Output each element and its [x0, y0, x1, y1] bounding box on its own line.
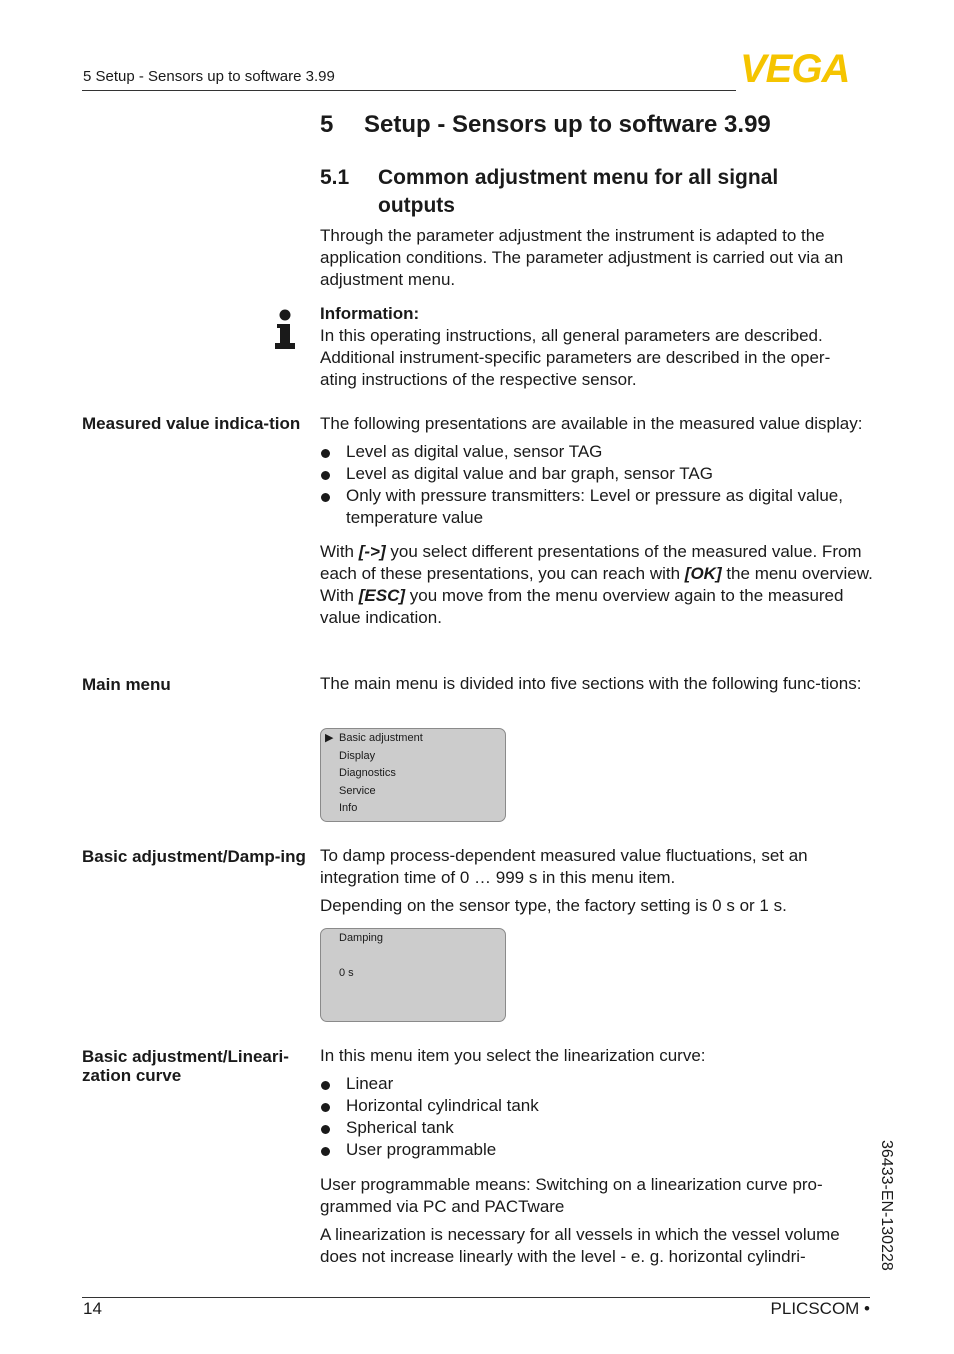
text-fragment: With: [320, 542, 359, 561]
key-ok: [OK]: [684, 564, 722, 583]
side-label-main-menu: Main menu: [82, 675, 171, 694]
text-fragment: you select different presentations of the measured value. From each of these presentations, you can reach with: [320, 542, 862, 583]
list-item: Only with pressure transmitters: Level or pressure as digital value, temperature value: [320, 485, 876, 529]
list-item: Level as digital value and bar graph, sensor TAG: [320, 463, 876, 485]
cursor-icon: ▶: [325, 732, 334, 744]
main-menu-intro: The main menu is divided into five sections with the following func-tions:: [320, 674, 862, 693]
page-number: 14: [83, 1299, 102, 1318]
document-number: 36433-EN-130228: [878, 1140, 895, 1271]
list-item: Level as digital value, sensor TAG: [320, 441, 876, 463]
menu-item-label: Basic adjustment: [339, 732, 423, 744]
section-number: 5.1: [320, 166, 350, 189]
linearization-intro: In this menu item you select the linearization curve:: [320, 1046, 706, 1065]
menu-item-service: [321, 783, 505, 801]
damping-paragraph: To damp process-dependent measured value fluctuations, set an integration time of 0 … 999 s in this menu item.: [320, 846, 808, 887]
linearization-necessity-paragraph: A linearization is necessary for all vessels in which the vessel volume does not increase linearly with the level - e. g. horizontal cylindri-: [320, 1225, 840, 1266]
menu-item-info: [321, 800, 505, 818]
measured-value-section: [320, 413, 876, 629]
information-icon: [274, 309, 296, 351]
text-fragment: the menu overview. With: [320, 564, 873, 605]
damping-factory-setting: Depending on the sensor type, the factory setting is 0 s or 1 s.: [320, 896, 787, 915]
key-arrow: [->]: [358, 542, 386, 561]
menu-item-label: Display: [339, 749, 376, 762]
chapter-number: 5: [320, 111, 334, 138]
list-item: Spherical tank: [320, 1117, 876, 1139]
damping-display: [320, 928, 506, 1022]
chapter-heading: [320, 111, 771, 139]
measured-value-intro: The following presentations are available in the measured value display:: [320, 414, 863, 433]
side-label-damping: Basic adjustment/Damp-ing: [82, 847, 306, 866]
menu-item-basic-adjustment: [321, 730, 505, 748]
information-note: [320, 303, 876, 391]
presentation-list: [320, 441, 876, 529]
menu-item-label: Info: [339, 802, 358, 815]
section-heading: [320, 164, 880, 220]
key-esc: [ESC]: [358, 586, 406, 605]
key-navigation-paragraph: [320, 541, 876, 629]
intro-paragraph: Through the parameter adjustment the instrument is adapted to the application conditions. The parameter adjustment is carried out via an adjustment menu.: [320, 226, 844, 289]
vega-logo: [740, 50, 874, 86]
chapter-title: Setup - Sensors up to software 3.99: [364, 111, 771, 138]
side-label-measured-value: Measured value indica-tion: [82, 414, 301, 433]
list-item: Horizontal cylindrical tank: [320, 1095, 876, 1117]
information-title: Information:: [320, 304, 420, 323]
menu-item-label: Service: [339, 784, 376, 797]
list-item: Linear: [320, 1073, 876, 1095]
damping-section: [320, 845, 876, 917]
header-divider: [82, 90, 736, 91]
linearization-curve-list: [320, 1073, 876, 1161]
menu-item-diagnostics: [321, 765, 505, 783]
running-header: 5 Setup - Sensors up to software 3.99: [83, 68, 335, 85]
linearization-section: [320, 1045, 876, 1268]
main-menu-display: [320, 728, 506, 822]
product-name: PLICSCOM •: [770, 1299, 870, 1318]
section-title: Common adjustment menu for all signal outputs: [378, 166, 779, 217]
menu-item-label: Diagnostics: [339, 767, 396, 780]
information-text: In this operating instructions, all general parameters are described. Additional instrument-specific parameters are described in the oper-ating instructions of the respective sensor.: [320, 326, 831, 389]
damping-screen-value: 0 s: [339, 967, 354, 980]
side-label-linearization: Basic adjustment/Lineari-zation curve: [82, 1047, 289, 1085]
list-item: User programmable: [320, 1139, 876, 1161]
menu-item-display: [321, 748, 505, 766]
user-programmable-paragraph: User programmable means: Switching on a linearization curve pro-grammed via PC and PACTware: [320, 1175, 823, 1216]
footer-divider: [82, 1297, 870, 1298]
logo-text: VEGA: [740, 50, 850, 86]
damping-screen-title: Damping: [339, 932, 384, 944]
text-fragment: you move from the menu overview again to the measured value indication.: [320, 586, 844, 627]
